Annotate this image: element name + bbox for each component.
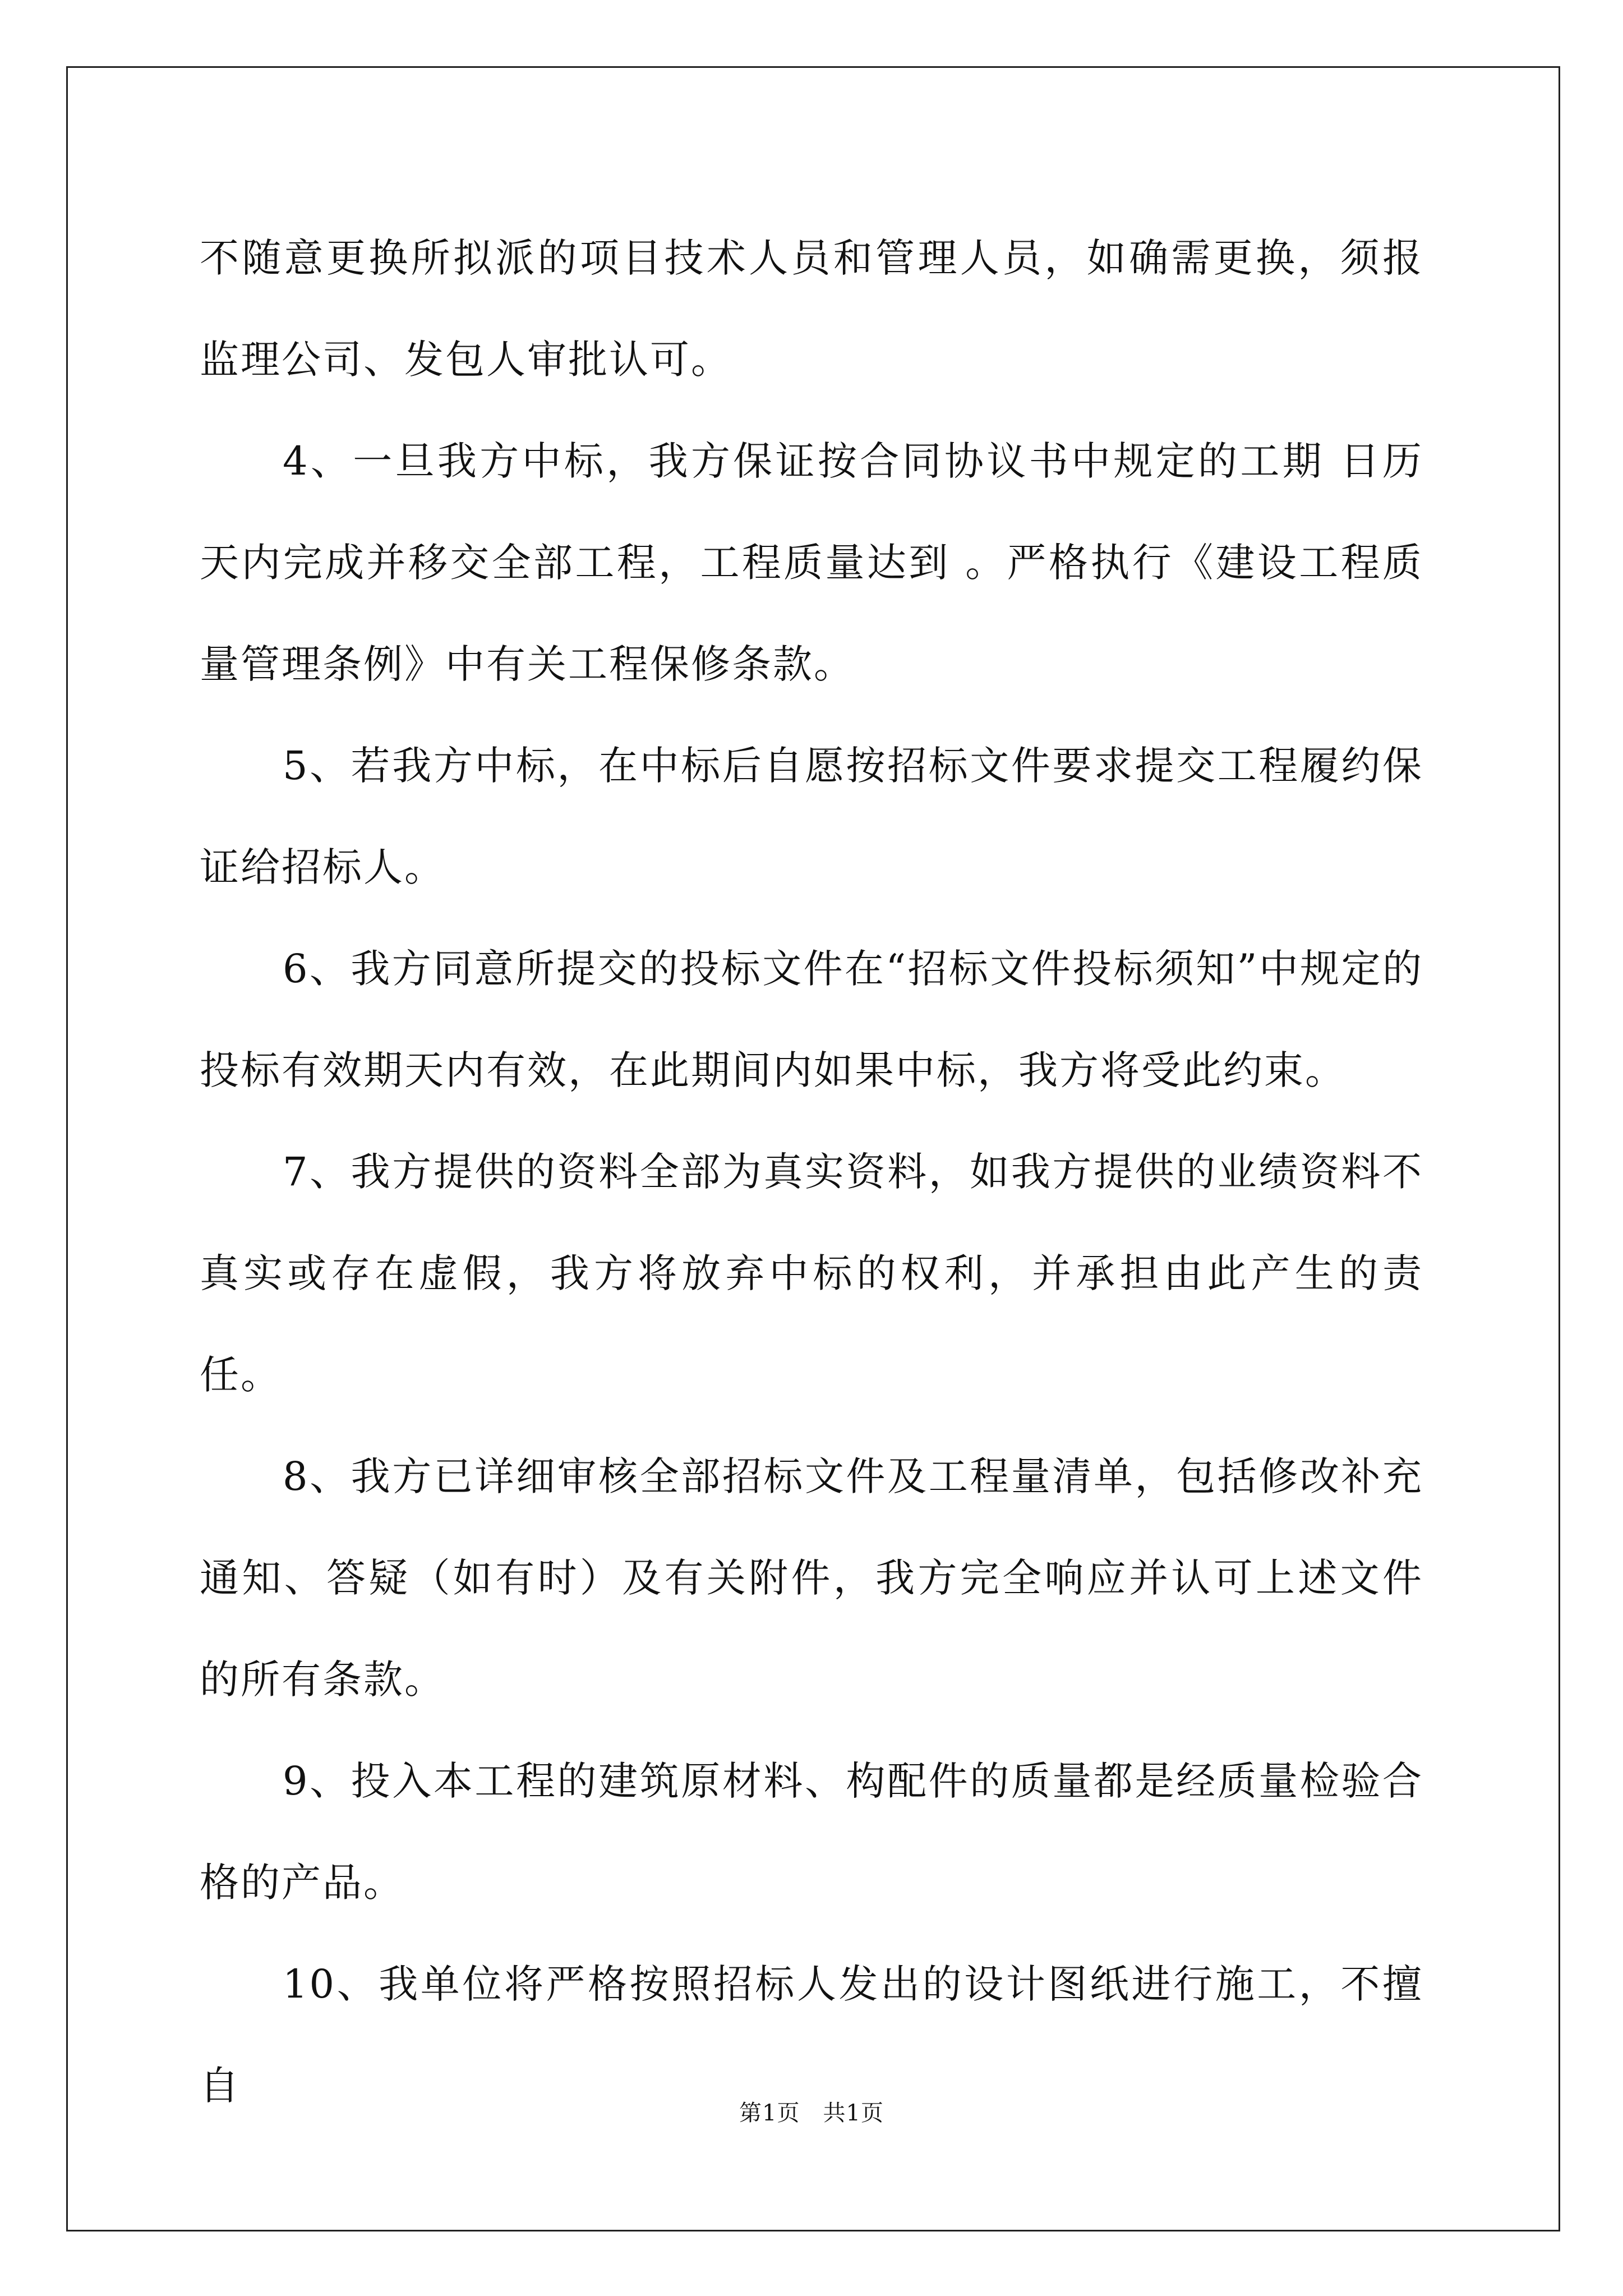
paragraph-item-8: 8、我方已详细审核全部招标文件及工程量清单，包括修改补充通知、答疑（如有时）及有关附件，我方完全响应并认可上述文件的所有条款。 xyxy=(200,1453,1423,1703)
paragraph-item-9: 9、投入本工程的建筑原材料、构配件的质量都是经质量检验合格的产品。 xyxy=(200,1758,1423,1906)
paragraph-item-4: 4、一旦我方中标，我方保证按合同协议书中规定的工期 日历天内完成并移交全部工程，工程质量达到 。严格执行《建设工程质量管理条例》中有关工程保修条款。 xyxy=(200,438,1423,687)
paragraph-item-7: 7、我方提供的资料全部为真实资料，如我方提供的业绩资料不真实或存在虚假，我方将放弃中标的权利，并承担由此产生的责任。 xyxy=(200,1149,1423,1398)
document-body xyxy=(200,208,1423,2137)
paragraph-item-10: 10、我单位将严格按照招标人发出的设计图纸进行施工，不擅自 xyxy=(200,1961,1423,2109)
page-number-footer: 第1页 共1页 xyxy=(739,2100,884,2126)
paragraph-continuation: 不随意更换所拟派的项目技术人员和管理人员，如确需更换，须报监理公司、发包人审批认可。 xyxy=(200,235,1423,383)
paragraph-item-6: 6、我方同意所提交的投标文件在“招标文件投标须知”中规定的投标有效期天内有效，在此期间内如果中标，我方将受此约束。 xyxy=(200,946,1423,1093)
paragraph-item-5: 5、若我方中标，在中标后自愿按招标文件要求提交工程履约保证给招标人。 xyxy=(200,743,1423,890)
